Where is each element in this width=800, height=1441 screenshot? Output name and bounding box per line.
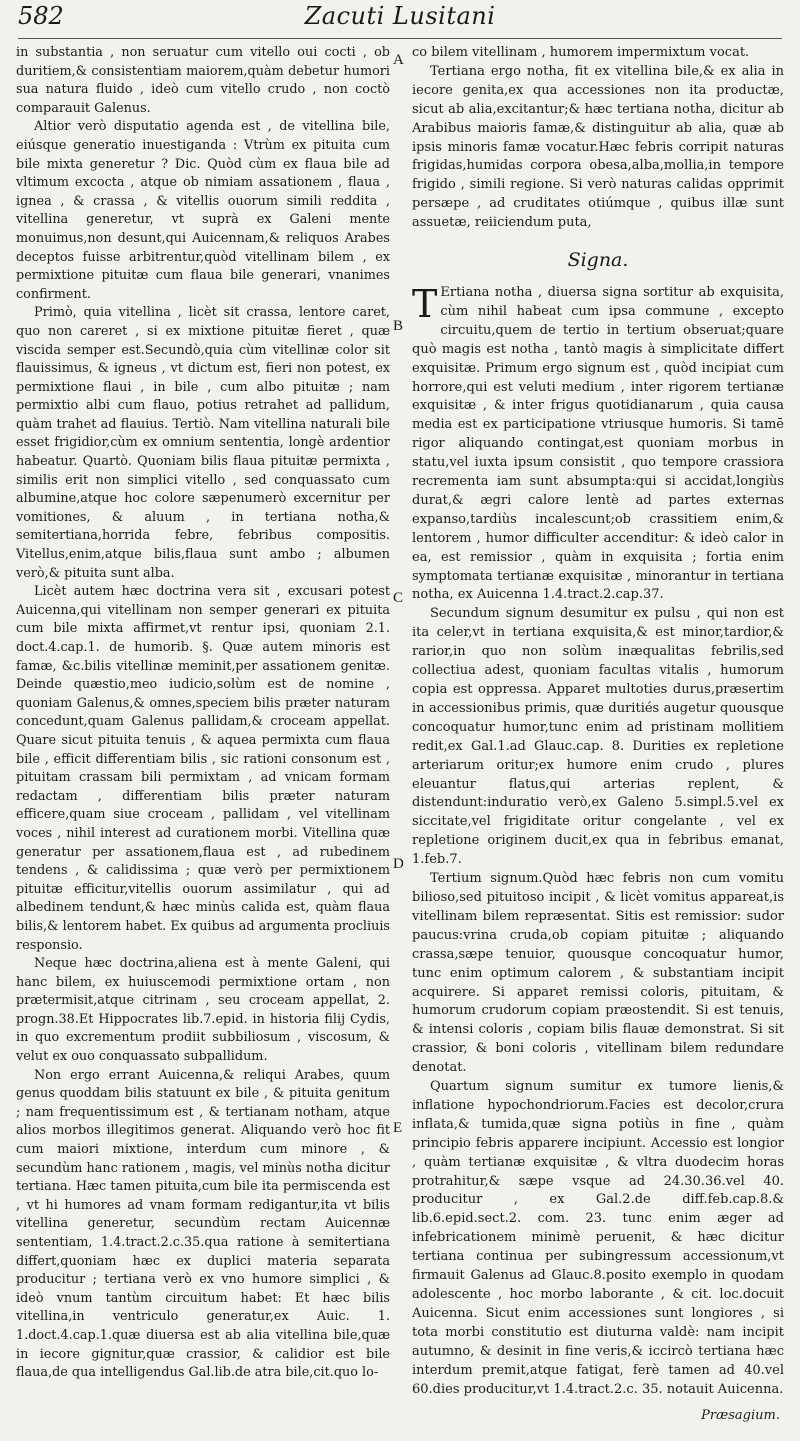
header-rule bbox=[18, 38, 782, 39]
left-column bbox=[16, 44, 390, 1383]
right-column bbox=[412, 44, 784, 1399]
margin-letter: E bbox=[393, 1120, 403, 1136]
paragraph: Neque hæc doctrina,aliena est à mente Galeni, qui hanc bilem, ex huiuscemodi permixtione ortam , non prætermisit,atque citrinam , seu croceam appellat, 2. progn.38.Et Hippocrates lib.7.epid. in historia filij Cydis, in quo excrementum prodiit subbiliosum , viscosum, & velut ex ouo conquassato subpallidum. bbox=[16, 956, 390, 1065]
drop-cap: T bbox=[412, 281, 438, 326]
section-heading: Signa. bbox=[567, 249, 629, 272]
paragraph: co bilem vitellinam , humorem impermixtum vocat. bbox=[412, 45, 750, 60]
paragraph: Tertium signum.Quòd hæc febris non cum vomitu bilioso,sed pituitoso incipit , & licèt vomitus appareat,is vitellinam bilem repræsentat. Sitis est remissior: sudor paucus:vrina cruda,ob copiam pituitæ ; aliquando crassa,sæpe tenuior, quousque concoquatur humor, tunc enim optimum calorem , & substantiam incipit acquirere. Si apparet remissi coloris, pituitam, & humorum crudorum copiam præostendit. Si est tenuis, & intensi coloris , copiam bilis flauæ demonstrat. Si sit crassior, & boni coloris , vitellinam bilem redundare denotat. bbox=[412, 871, 784, 1076]
page-number: 582 bbox=[18, 2, 64, 30]
paragraph: Altior verò disputatio agenda est , de vitellina bile, eiúsque generatio inuestiganda : Vtrùm ex pituita cum bile mixta generetur ? Dic. Quòd cùm ex flaua bile ad vltimum excocta , atque ob nimiam assationem , flaua , ignea , & crassa , & vitellis ouorum simili reddita , vitellina generetur, vt suprà ex Galeni mente monuimus,non desunt,qui Auicennam,& reliquos Arabes deceptos fuisse arbitrentur,quòd vitellinam bilem , ex permixtione pituitæ cum flaua bile generari, vnanimes confirment. bbox=[16, 119, 390, 302]
paragraph: Quartum signum sumitur ex tumore lienis,& inflatione hypochondriorum.Facies est decolor,crura inflata,& tumida,quæ signa potiùs in fine , quàm principio febris apparere incipiunt. Accessio est longior , quàm tertianæ exquisitæ , & vltra duodecim horas protrahitur,& sæpe vsque ad 24.30.36.vel 40. producitur , ex Gal.2.de diff.feb.cap.8.& lib.6.epid.sect.2. com. 23. tunc enim æger ad infebricationem minimè peruenit, & hæc dicitur tertiana continua per subingressum accessionum,vt firmauit Galenus ad Glauc.8.posito exemplo in quodam adolescente , hoc morbo laborante , & cit. loc.docuit Auicenna. Sicut enim accessiones sunt longiores , si tota morbi constitutio est diuturna valdè: nam incipit autumno, & desinit in fine veris,& iccircò tertiana hæc interdum premit,atque fatigat, ferè tamen ad 40.vel 60.dies producitur,vt 1.4.tract.2.c. 35. notauit Auicenna. bbox=[412, 1079, 784, 1397]
margin-letter: C bbox=[393, 590, 404, 606]
paragraph: Non ergo errant Auicenna,& reliqui Arabes, quum genus quoddam bilis statuunt ex bile , & pituita genitum ; nam frequentissimum est , & tertianam notham, atque alios morbos illegitimos generat. Aliquando verò hoc fit cum maiori mixtione, interdum cum minore , & secundùm hanc rationem , magis, vel minùs notha dicitur tertiana. Hæc tamen pituita,cum bile ita permiscenda est , vt hi humores ad vnam formam redigantur,ita vt bilis vitellina generetur, secundùm rectam Auicennæ sententiam, 1.4.tract.2.c.35.qua ratione à semitertiana differt,quoniam hæc ex duplici materia separata producitur ; tertiana verò ex vno humore simplici , & ideò vnum tantùm circuitum habet: Et hæc bilis vitellina,in ventriculo generatur,ex Auic. 1. 1.doct.4.cap.1.quæ diuersa est ab alia vitellina bile,quæ in iecore gignitur,quæ crassior, & calidior est bile flaua,de qua intelligendus Gal.lib.de atra bile,cit.quo lo- bbox=[16, 1067, 390, 1381]
paragraph: Primò, quia vitellina , licèt sit crassa, lentore caret, quo non careret , si ex mixtione pituitæ fieret , quæ viscida semper est.Secundò,quia cùm vitellinæ color sit flauissimus, & igneus , vt dictum est, fieri non potest, ex permixtione flaui , in bile , cum albo pituitæ ; nam permixtio albi cum flauo, potius retrahet ad pallidum, quàm trahet ad flauius. Tertiò. Nam vitellina naturali bile esset frigidior,cùm ex omnium sententia, longè ardentior habeatur. Quartò. Quoniam bilis flaua pituitæ permixta , similis erit non simplici vitello , sed conquassato cum albumine,atque hoc colore sæpenumerò excernitur per vomitiones, & aluum , in tertiana notha,& semitertiana,horrida febre, febribus compositis. Vitellus,enim,atque bilis,flaua sunt ambo ; albumen verò,& pituita sunt alba. bbox=[16, 305, 390, 581]
paragraph: in substantia , non seruatur cum vitello oui cocti , ob duritiem,& consistentiam maiorem,quàm debetur humori sua natura fluido , ideò cum vitello crudo , non coctò comparauit Galenus. bbox=[16, 45, 390, 116]
paragraph bbox=[412, 281, 784, 605]
margin-letter: A bbox=[393, 52, 404, 68]
paragraph: Secundum signum desumitur ex pulsu , qui non est ita celer,vt in tertiana exquisita,& est minor,tardior,& rarior,in quo non solùm inæqualitas febrilis,sed collectiua adest, quoniam facultas vitalis , humorum copia est oppressa. Apparet multoties durus,præsertim in accessionibus primis, quæ duritiés augetur quousque concoquatur humor,tunc enim ad pristinam mollitiem redit,ex Gal.1.ad Glauc.cap. 8. Durities ex repletione arteriarum oritur;ex humore enim crudo , plures eleuantur flatus,qui arterias replent, & distendunt:induratio verò,ex Galeno 5.simpl.5.vel ex siccitate,vel frigiditate oritur congelante , vel ex repletione originem ducit,ex qua in febribus emanat, 1.feb.7. bbox=[412, 606, 784, 868]
page-header bbox=[18, 2, 782, 36]
paragraph: Licèt autem hæc doctrina vera sit , excusari potest Auicenna,qui vitellinam non semper generari ex pituita cum bile mixta affirmet,vt rentur ipsi, quoniam 2.1. doct.4.cap.1. de humorib. §. Quæ autem minoris est famæ, &c.bilis vitellinæ meminit,per assationem genitæ. Deinde quæstio,meo iudicio,solùm est de nomine , quoniam Galenus,& omnes,speciem bilis præter naturam concedunt,quam Galenus pallidam,& croceam appellat. Quare sicut pituita tenuis , & aquea permixta cum flaua bile , efficit differentiam bilis , sic rationi consonum est , pituitam crassam bili permixtam , ad vnicam formam redactam , differentiam bilis præter naturam efficere,quam siue croceam , pallidam , vel vitellinam voces , nihil interest ad curationem morbi. Vitellina quæ generatur per assationem,flaua est , ad rubedinem tendens , & calidissima ; quæ verò per permixtionem pituitæ efficitur,vitellis ouorum assimilatur , qui ad albedinem tendunt,& hæc minùs calida est, quàm flaua bilis,& lentorem habet. Ex quibus ad argumenta procliuis responsio. bbox=[16, 584, 390, 953]
running-title: Zacuti Lusitani bbox=[304, 2, 496, 30]
paragraph-text: Ertiana notha , diuersa signa sortitur ab exquisita, cùm nihil habeat cum ipsa commune , excepto circuitu,quem de tertio in tertium obseruat;quare quò magis est notha , tantò magis à simplicitate differt exquisitæ. Primum ergo signum est , quòd incipiat cum horrore,qui est veluti medium , inter rigorem tertianæ exquisitæ , & inter frigus quotidianarum , quia causa media est ex participatione vtriusque humoris. Si tamē rigor aliquando contingat,est quoniam morbus in statu,vel iuxta ipsum consistit , quo tempore crassiora recrementa iam sunt absumpta:qui si accidat,longiùs durat,& ægri calore lentè ad partes externas expanso,tardiùs incalescunt;ob crassitiem enim,& lentorem , humor difficulter accenditur: & ideò calor in ea, est remissior , quàm in exquisita ; fortia enim symptomata tertianæ exquisitæ , minorantur in tertiana notha, ex Auicenna 1.4.tract.2.cap.37. bbox=[412, 284, 784, 603]
catchword: Præsagium. bbox=[701, 1408, 780, 1423]
paragraph: Tertiana ergo notha, fit ex vitellina bile,& ex alia in iecore genita,ex qua accessiones non ita productæ, sicut ab alia,excitantur;& hæc tertiana notha, dicitur ab Arabibus maioris famæ,& distinguitur ab alia, quæ ab ipsis minoris famæ vocatur.Hæc febris corripit naturas frigidas,humidas corpora obesa,alba,mollia,in tempore frigido , simili regione. Si verò naturas calidas opprimit persæpe , ad cruditates otiúmque , quibus illæ sunt assuetæ, reiiciendum puta, bbox=[412, 63, 784, 231]
margin-letter: B bbox=[393, 318, 404, 334]
margin-letter: D bbox=[393, 856, 404, 872]
